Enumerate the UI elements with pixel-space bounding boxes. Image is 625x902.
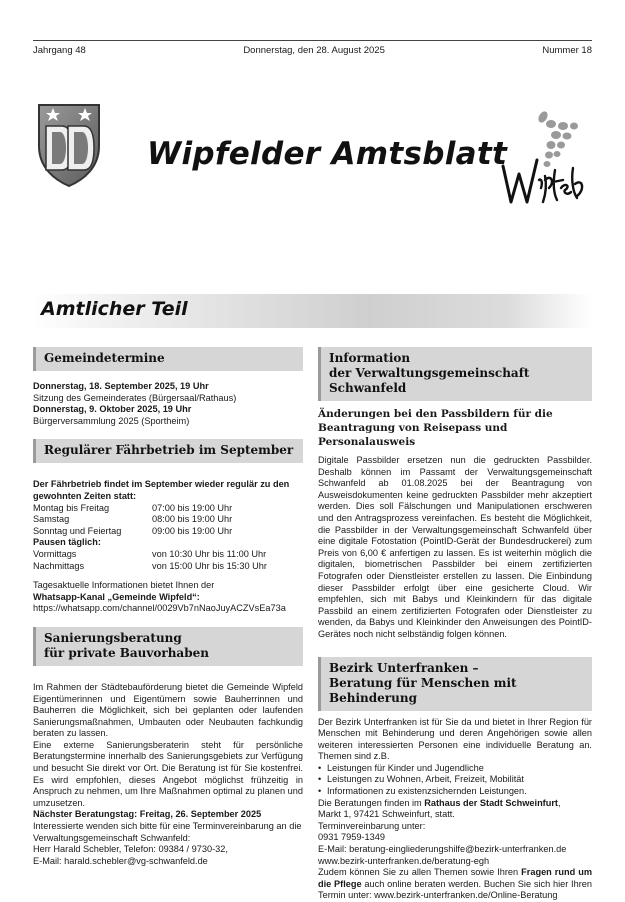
- whatsapp-channel: Whatsapp-Kanal „Gemeinde Wipfeld“:: [33, 591, 200, 602]
- care-text: Zudem können Sie zu allen Themen sowie Ihren: [318, 867, 522, 878]
- list-item: • Leistungen für Kinder und Jugendliche: [318, 763, 592, 775]
- schedule-time: von 15:00 Uhr bis 15:30 Uhr: [152, 560, 267, 571]
- bezirk-intro: Der Bezirk Unterfranken ist für Sie da und bietet in Ihrer Region für Menschen mit Behinderung und deren Angehörigen sowie allen weiteren interessierten Personen eine individuelle Beratung an. Themen sind z.B.: [318, 716, 592, 762]
- schedule-time: 08:00 bis 19:00 Uhr: [152, 514, 233, 525]
- location-text: ,: [557, 797, 561, 808]
- care-text: auch online beraten werden. Buchen Sie sich hier Ihren Termin unter: www.bezirk-unterfranken.de/Online-Beratung: [318, 878, 592, 901]
- pass-heading: [318, 347, 592, 401]
- coat-of-arms-icon: [36, 102, 102, 188]
- issue-header: [33, 40, 592, 58]
- masthead-title: Wipfelder Amtsblatt: [147, 136, 508, 172]
- schedule-time: von 10:30 Uhr bis 11:00 Uhr: [152, 548, 267, 559]
- faehre-schedule: [33, 503, 303, 538]
- bezirk-address: Markt 1, 97421 Schweinfurt, statt.: [318, 809, 455, 820]
- location-text: Die Beratungen finden im: [318, 797, 425, 808]
- pass-heading-line: der Verwaltungsgemeinschaft Schwanfeld: [329, 366, 530, 395]
- bezirk-heading-line: Beratung für Menschen mit Behinderung: [329, 675, 517, 705]
- sanierung-para: Eine externe Sanierungsberaterin steht für persönliche Beratungstermine innerhalb des Sanierungsgebiets zur Verfügung und besucht Sie direkt vor Ort. Die Beratung ist für Sie kostenfrei. Es wird empfohlen, dieses Angebot möglichst frühzeitig in Anspruch zu nehmen, um Ihre Maßnahmen optimal zu planen und umzusetzen.: [33, 739, 303, 808]
- pause-label: Pausen täglich:: [33, 537, 101, 548]
- bezirk-email[interactable]: E-Mail: beratung-eingliederungshilfe@bezirk-unterfranken.de: [318, 844, 567, 855]
- whatsapp-url[interactable]: https://whatsapp.com/channel/0029Vb7nNaoJuyACZVsEa73a: [33, 603, 286, 614]
- termin-desc: Bürgerversammlung 2025 (Sportheim): [33, 415, 190, 426]
- bezirk-location: [318, 798, 592, 810]
- sanierung-contact: Herr Harald Schebler, Telefon: 09384 / 9730-32,: [33, 844, 228, 855]
- masthead: [33, 100, 592, 210]
- schedule-time: 09:00 bis 19:00 Uhr: [152, 525, 233, 536]
- sanierung-para: Interessierte wenden sich bitte für eine Terminvereinbarung an die Verwaltungsgemeinschaft Schwanfeld:: [33, 821, 302, 843]
- bezirk-topics: [318, 763, 592, 798]
- schedule-day: Montag bis Freitag: [33, 502, 110, 513]
- termin-date: Donnerstag, 9. Oktober 2025, 19 Uhr: [33, 404, 192, 415]
- bezirk-heading-line: Bezirk Unterfranken –: [329, 660, 479, 675]
- schedule-day: Vormittags: [33, 548, 77, 559]
- sanierung-email[interactable]: E-Mail: harald.schebler@vg-schwanfeld.de: [33, 855, 208, 866]
- right-column: [318, 347, 592, 902]
- faehre-info: Tagesaktuelle Informationen bietet Ihnen der: [33, 580, 215, 591]
- pass-heading-line: Information: [329, 351, 411, 365]
- termin-date: Donnerstag, 18. September 2025, 19 Uhr: [33, 381, 209, 391]
- termine-heading: Gemeindetermine: [33, 347, 303, 371]
- sanierung-heading: [33, 627, 303, 666]
- list-item: • Leistungen zu Wohnen, Arbeit, Freizeit, Mobilität: [318, 774, 592, 786]
- bezirk-phone: 0931 7959-1349: [318, 832, 385, 843]
- faehre-intro: Der Fährbetrieb findet im September wieder regulär zu den gewohnten Zeiten statt:: [33, 479, 290, 501]
- left-column: [33, 347, 303, 867]
- pause-schedule: [33, 549, 303, 572]
- bezirk-appt: Terminvereinbarung unter:: [318, 820, 426, 831]
- location-venue: Rathaus der Stadt Schweinfurt: [424, 797, 558, 808]
- bezirk-web[interactable]: www.bezirk-unterfranken.de/beratung-egh: [318, 855, 490, 866]
- next-consultation-date: Nächster Beratungstag: Freitag, 26. September 2025: [33, 809, 262, 820]
- faehre-heading: Regulärer Fährbetrieb im September: [33, 439, 303, 463]
- termin-desc: Sitzung des Gemeinderates (Bürgersaal/Rathaus): [33, 392, 237, 403]
- wipfeld-grape-logo-icon: [493, 108, 589, 208]
- list-item: • Informationen zu existenzsichernden Leistungen.: [318, 786, 592, 798]
- sanierung-heading-line: für private Bauvorhaben: [44, 645, 209, 660]
- issue-number: Nummer 18: [542, 45, 592, 56]
- volume-label: Jahrgang 48: [33, 45, 86, 56]
- section-title: Amtlicher Teil: [41, 298, 188, 320]
- sanierung-heading-line: Sanierungsberatung: [44, 630, 182, 645]
- schedule-day: Sonntag und Feiertag: [33, 525, 122, 536]
- schedule-time: 07:00 bis 19:00 Uhr: [152, 502, 233, 513]
- schedule-day: Nachmittags: [33, 560, 85, 571]
- issue-date: Donnerstag, den 28. August 2025: [243, 45, 385, 56]
- section-banner: [33, 294, 592, 328]
- pass-subheading: Änderungen bei den Passbildern für die Beantragung von Reisepass und Personalausweis: [318, 408, 553, 448]
- sanierung-para: Im Rahmen der Städtebauförderung bietet die Gemeinde Wipfeld Eigentümerinnen und Eigentümern sowie Bauherrinnen und Bauherren die Möglichkeit, sich bei geplanten oder laufenden Sanierungsmaßnahmen, Umbauten oder Neubauten fachkundig beraten zu lassen.: [33, 681, 303, 739]
- schedule-day: Samstag: [33, 514, 70, 525]
- pass-body: Digitale Passbilder ersetzen nun die gedruckten Passbilder. Deshalb können im Passamt der Verwaltungsgemeinschaft Schwanfeld ab 01.08.2025 bei der Beantragung von Ausweisdokumenten keine gedruckten Passbilder mehr akzeptiert werden. Dies soll Fälschungen und Manipulationen erschweren und den Antragsprozess vereinfachen. Es besteht die Möglichkeit, die Passbilder in der Verwaltungsgemeinschaft Schwanfeld über eine digitale Fotostation (PointID-Gerät der Bundesdruckerei) zum Preis von 6,00 € anfertigen zu lassen. Es ist weiterhin möglich die digitalen, biometrischen Passbilder bei einem zertifizierten Fotografen oder Dienstleister erstellen zu lassen. Die Einbindung dieser Passbilder erfolgt über eine gesicherte Cloud. Wir empfehlen, sich mit Babys und Kleinkindern für das digitale Passbild an einem zertifizierten Fotografen oder Dienstleister zu wenden, da Babys und Kleinkinder den Anweisungen des PointID-Gerätes noch nicht selbständig folgen können.: [318, 455, 592, 639]
- care-highlight: Fragen rund um die Pflege: [318, 867, 592, 889]
- bezirk-heading: [318, 657, 592, 711]
